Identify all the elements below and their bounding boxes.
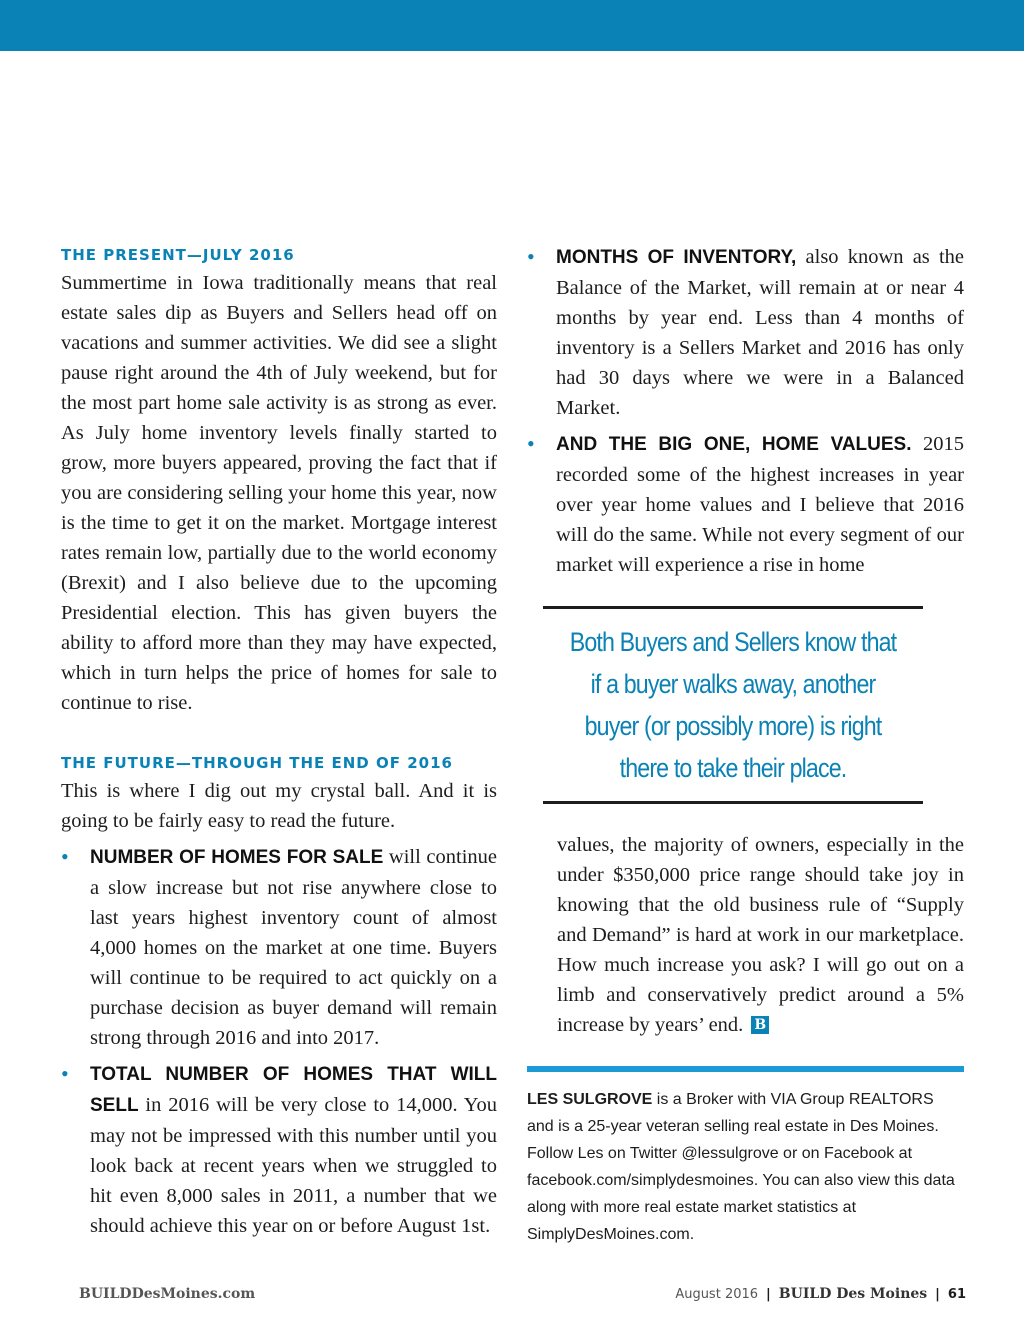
continuation-text: values, the majority of owners, especially in the under $350,000 price range should take joy in knowing that the old business rule of “Supply and Demand” is hard at work in our marketplace. How much increase you ask? I will go out on a limb and conservatively predict around a 5% increase by years’ end. B [557, 834, 964, 1036]
bullet-dot-icon: • [61, 844, 69, 869]
bullet-item [61, 1059, 497, 1241]
footer-issue: August 2016 [675, 1287, 759, 1302]
right-column [527, 242, 964, 1264]
page-number: 61 [947, 1287, 966, 1302]
bullet-lead: AND THE BIG ONE, HOME VALUES. [556, 434, 912, 455]
end-mark-icon: B [751, 1016, 769, 1034]
pull-quote [543, 606, 923, 804]
author-bio [527, 1086, 964, 1248]
author-bio-text: is a Broker with VIA Group REALTORS and is a 25-year veteran selling real estate in Des Moines. Follow Les on Twitter @lessulgrove or on Facebook at facebook.com/simplydesmoines. You can also view this data along with more real estate market statistics at SimplyDesMoines.com. [527, 1091, 955, 1243]
section-heading-future: THE FUTURE—THROUGH THE END OF 2016 [61, 754, 453, 772]
bullet-lead: NUMBER OF HOMES FOR SALE [90, 847, 384, 868]
top-color-bar [0, 0, 1024, 51]
footer-site: BUILDDesMoines.com [79, 1286, 256, 1302]
footer-folio: August 2016 | BUILD Des Moines | 61 [675, 1286, 966, 1302]
section-heading-present: THE PRESENT—JULY 2016 [61, 246, 295, 264]
bullet-item [527, 242, 964, 423]
bullet-lead: MONTHS OF INVENTORY, [556, 247, 797, 268]
present-body: Summertime in Iowa traditionally means that real estate sales dip as Buyers and Sellers head off on vacations and summer activities. We did see a slight pause right around the 4th of July weekend, but for the most part home sale activity is as strong as ever. As July home inventory levels finally started to grow, more buyers appeared, proving the fact that if you are considering selling your home this year, now is the time to get it on the market. Mortgage interest rates remain low, partially due to the world economy (Brexit) and I also believe due to the upcoming Presidential election. This has given buyers the ability to afford more than they may have expected, which in turn helps the price of homes for sale to continue to rise. [61, 272, 497, 714]
bullet-text: will continue a slow increase but not rise anywhere close to last years highest inventory count of almost 4,000 homes on the market at one time. Buyers will continue to be required to act quickly on a purchase decision as buyer demand will remain strong through 2016 and into 2017. [90, 846, 498, 1049]
bullet-item [527, 429, 964, 580]
footer-publication: BUILD Des Moines [778, 1286, 928, 1302]
bullet-text: also known as the Balance of the Market, will remain at or near 4 months by year end. Less than 4 months of inventory is a Sellers Market and 2016 has only had 30 days where we were in a Balanced Market. [556, 246, 964, 419]
author-name: LES SULGROVE [527, 1091, 653, 1108]
bullet-item [61, 842, 497, 1053]
bullet-text: 2015 recorded some of the highest increases in year over year home values and I believe that 2016 will do the same. While not every segment of our market will experience a rise in home [556, 433, 964, 576]
bullet-dot-icon: • [61, 1061, 69, 1086]
bio-divider [527, 1066, 964, 1072]
left-column [61, 242, 497, 1241]
bullet-dot-icon: • [527, 431, 535, 456]
bullet-lead: TOTAL NUMBER OF HOMES THAT WILL SELL [90, 1064, 497, 1116]
future-intro: This is where I dig out my crystal ball. And it is going to be fairly easy to read the future. [61, 780, 497, 832]
bullet-dot-icon: • [527, 244, 535, 269]
bullet-text: in 2016 will be very close to 14,000. You may not be impressed with this number until you look back at recent years when we struggled to hit even 8,000 sales in 2011, a number that we should achieve this year on or before August 1st. [90, 1094, 497, 1237]
pull-quote-text: Both Buyers and Sellers know that if a buyer walks away, another buyer (or possibly more) is right there to take their place. [569, 627, 897, 783]
